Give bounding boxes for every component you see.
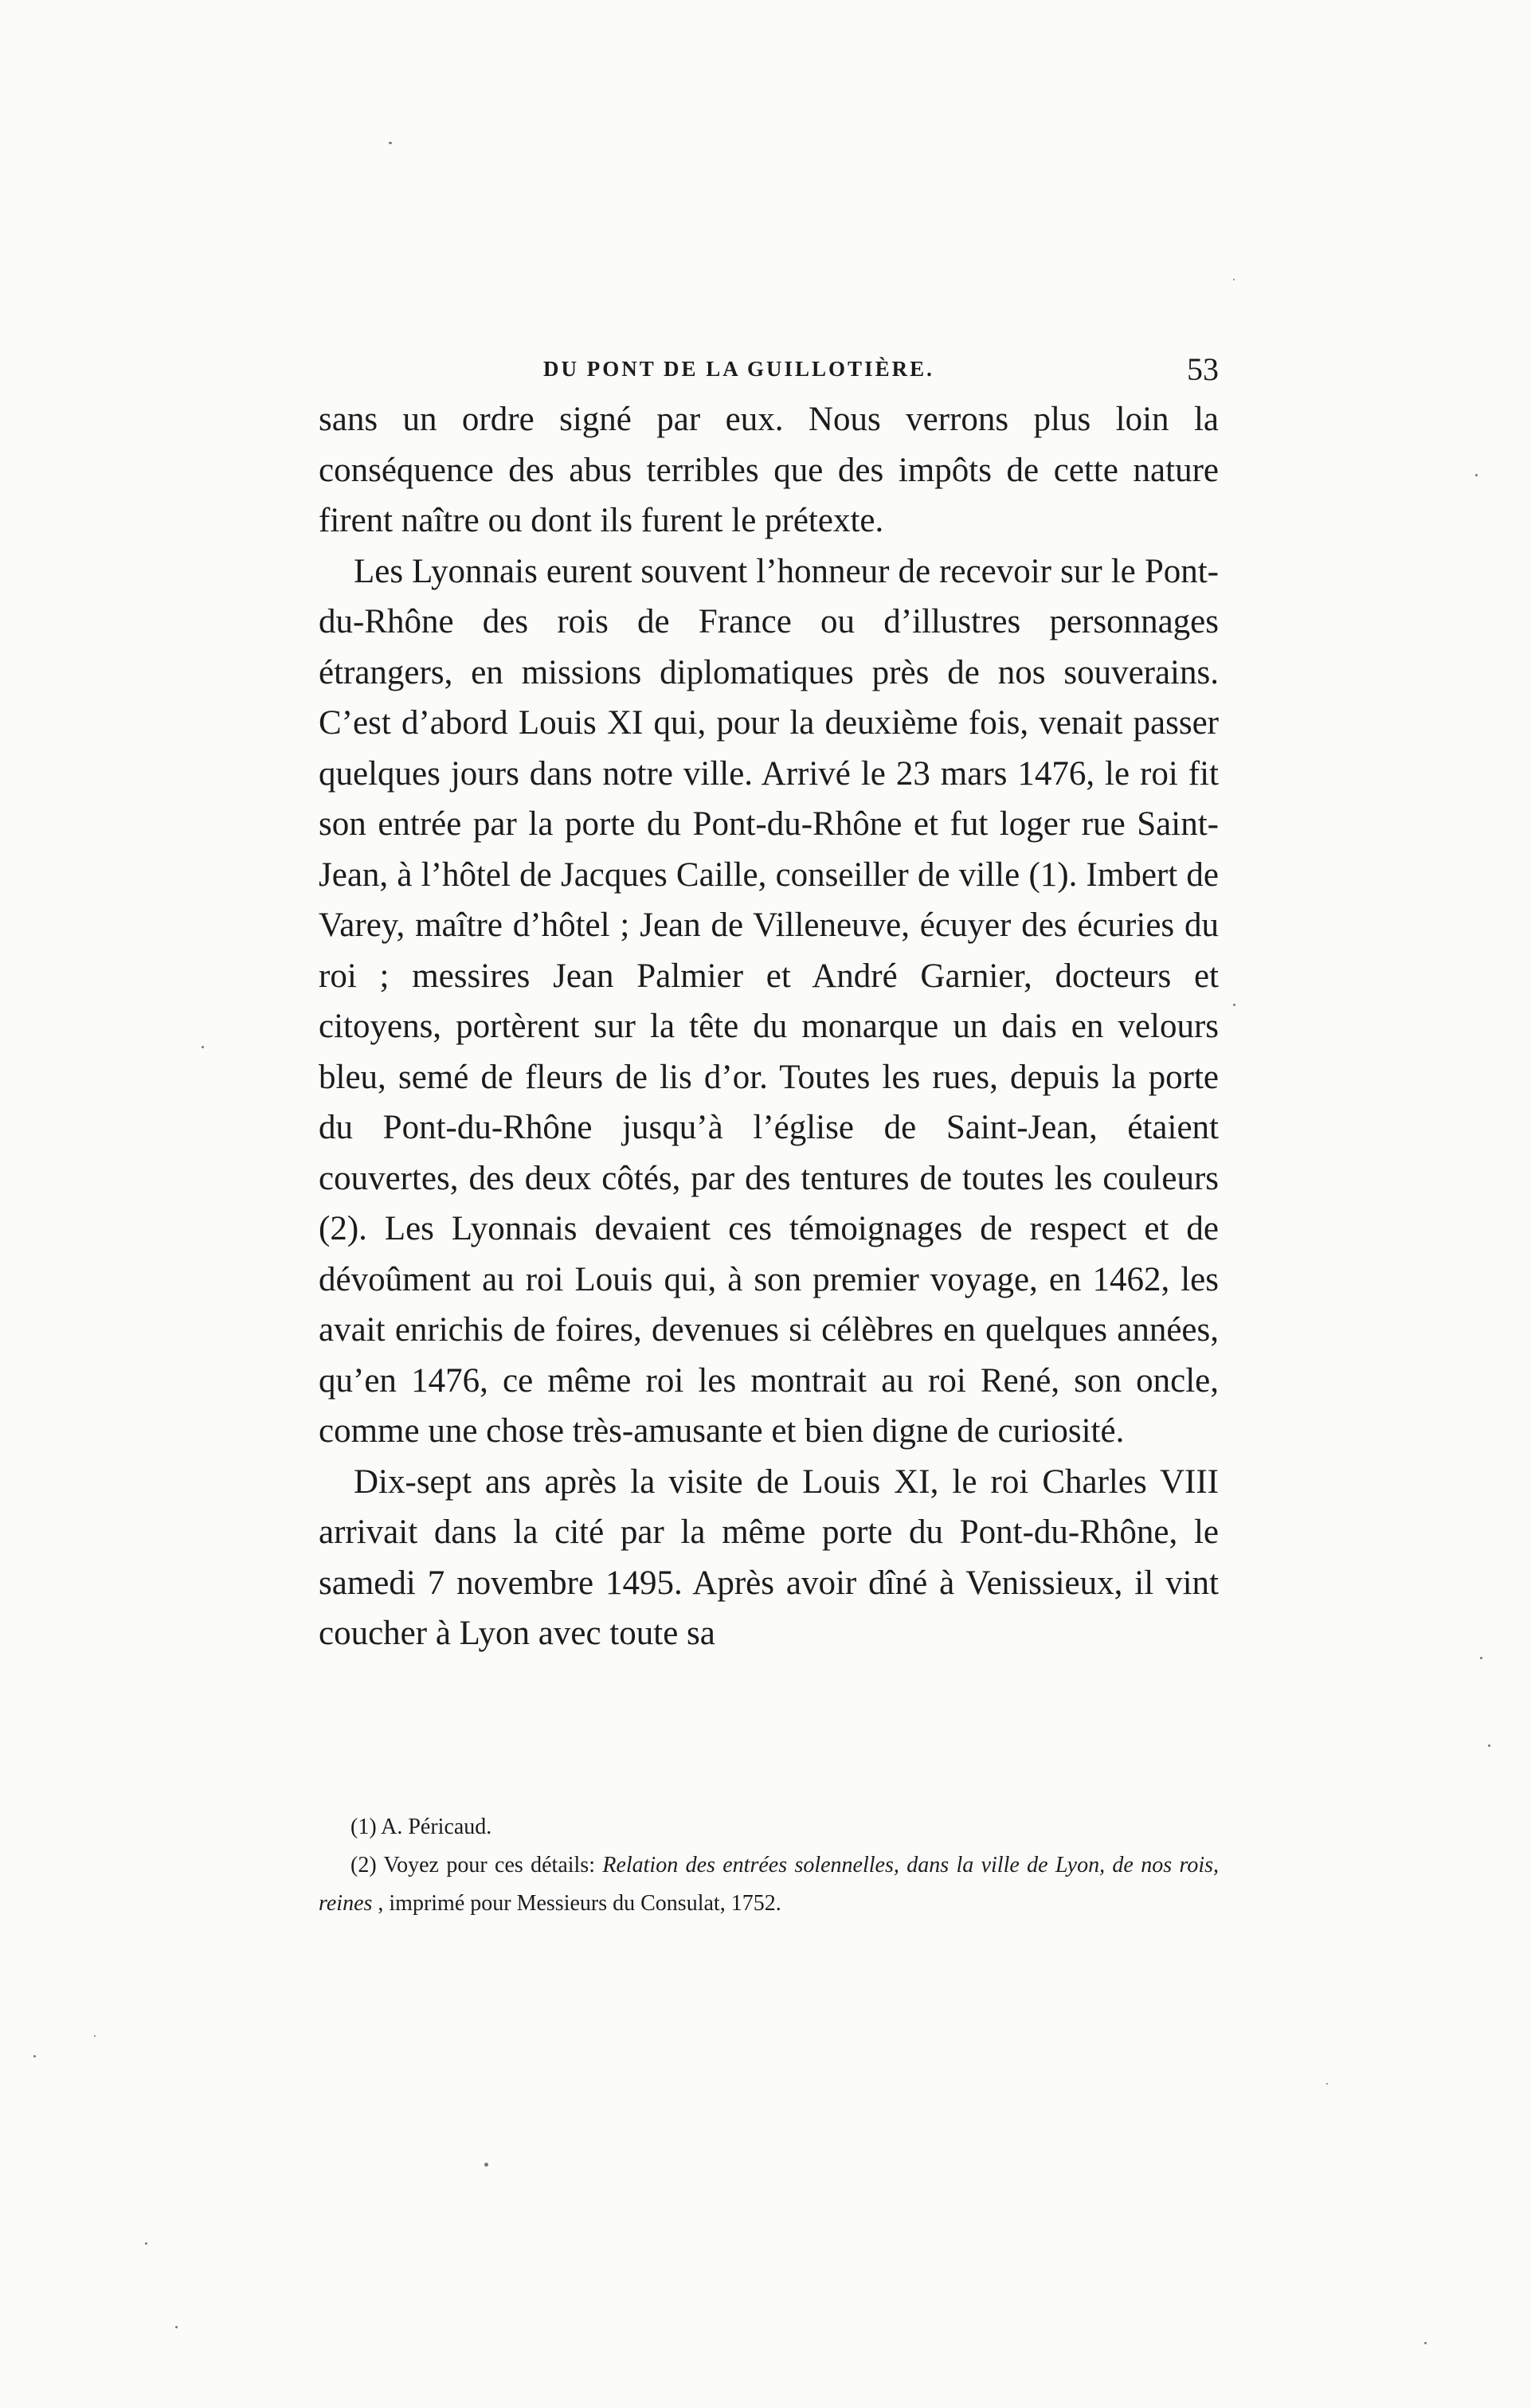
footnote-2-title: Relation des entrées solennelles, dans la ville de Lyon, de nos rois, reines bbox=[319, 1853, 1219, 1916]
paragraph-louis-xi: Les Lyonnais eurent souvent l’honneur de recevoir sur le Pont-du-Rhône des rois de France ou d’illustres personnages étrangers, en missions diplomatiques près de nos souverains. C’est d’abord Louis XI qui, pour la deuxième fois, venait passer quelques jours dans notre ville. Arrivé le 23 mars 1476, le roi fit son entrée par la porte du Pont-du-Rhône et fut loger rue Saint-Jean, à l’hôtel de Jacques Caille, conseiller de ville (1). Imbert de Varey, maître d’hôtel ; Jean de Villeneuve, écuyer des écuries du roi ; messires Jean Palmier et André Garnier, docteurs et citoyens, portèrent sur la tête du monarque un dais en velours bleu, semé de fleurs de lis d’or. Toutes les rues, depuis la porte du Pont-du-Rhône jusqu’à l’église de Saint-Jean, étaient couvertes, des deux côtés, par des tentures de toutes les couleurs (2). Les Lyonnais devaient ces témoignages de respect et de dévoûment au roi Louis qui, à son premier voyage, en 1462, les avait enrichis de foires, devenues si célèbres en quelques années, qu’en 1476, ce même roi les montrait au roi René, son oncle, comme une chose très-amusante et bien digne de curiosité. bbox=[319, 552, 1219, 1450]
body-text bbox=[319, 394, 1219, 1659]
footnotes bbox=[319, 1808, 1219, 1923]
paragraph-charles-viii: Dix-sept ans après la visite de Louis XI, le roi Charles VIII arrivait dans la cité par la même porte du Pont-du-Rhône, le samedi 7 novembre 1495. Après avoir dîné à Venissieux, il vint coucher à Lyon avec toute sa bbox=[319, 1462, 1219, 1652]
footnote-2 bbox=[319, 1846, 1219, 1923]
footnote-2-tail: , imprimé pour Messieurs du Consulat, 1752. bbox=[378, 1891, 781, 1916]
paper-speck bbox=[94, 2035, 96, 2037]
paragraph-continuation: sans un ordre signé par eux. Nous verrons plus loin la conséquence des abus terribles que des impôts de cette nature firent naître ou dont ils furent le prétexte. bbox=[319, 401, 1219, 539]
paper-speck bbox=[1475, 474, 1478, 476]
paper-speck bbox=[1233, 1004, 1235, 1006]
footnote-1-text: A. Péricaud. bbox=[381, 1815, 492, 1839]
paper-speck bbox=[1233, 279, 1235, 280]
paper-speck bbox=[1488, 1744, 1490, 1747]
page-number: 53 bbox=[1187, 351, 1219, 387]
footnote-2-lead: Voyez pour ces détails: bbox=[383, 1853, 603, 1877]
paper-speck bbox=[1480, 1657, 1482, 1659]
paper-speck bbox=[145, 2242, 147, 2245]
footnote-1 bbox=[319, 1808, 1219, 1846]
paper-speck bbox=[175, 2326, 178, 2328]
running-head bbox=[319, 350, 1219, 398]
paper-speck bbox=[33, 2055, 36, 2058]
footnote-2-marker: (2) bbox=[350, 1853, 377, 1877]
paper-speck bbox=[202, 1046, 204, 1048]
paper-speck bbox=[389, 142, 392, 144]
paper-speck bbox=[1424, 2342, 1427, 2344]
paper-speck bbox=[484, 2163, 488, 2167]
paper-speck bbox=[1326, 2083, 1328, 2085]
running-title: DU PONT DE LA GUILLOTIÈRE. bbox=[543, 357, 934, 381]
footnote-1-marker: (1) bbox=[350, 1815, 377, 1839]
